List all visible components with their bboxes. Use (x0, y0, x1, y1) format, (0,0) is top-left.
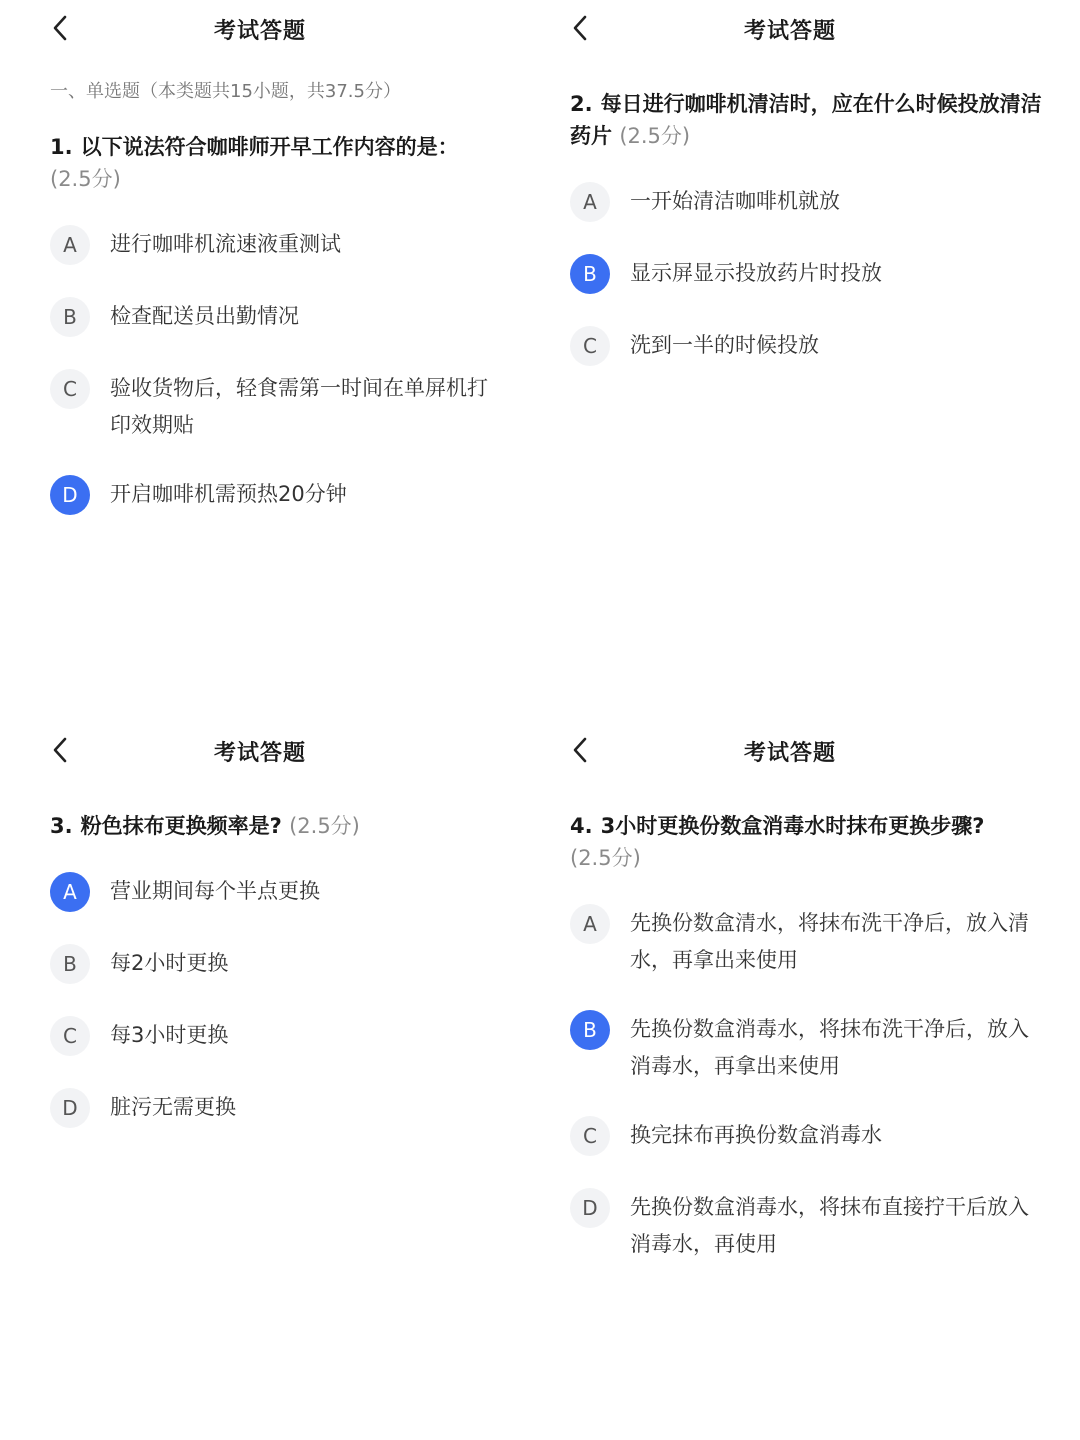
option-a[interactable] (50, 872, 500, 944)
option-b[interactable] (570, 254, 1040, 326)
option-label: 洗到一半的时候投放 (630, 333, 819, 357)
nav-header (0, 722, 520, 782)
nav-header (520, 0, 1060, 60)
option-b[interactable] (50, 297, 500, 369)
option-label: 检查配送员出勤情况 (110, 304, 299, 328)
option-badge-selected: A (50, 872, 90, 912)
option-badge-selected: B (570, 254, 610, 294)
question-text (50, 131, 490, 195)
option-a[interactable] (50, 225, 500, 297)
option-c[interactable] (570, 1116, 1040, 1188)
option-d[interactable] (570, 1188, 1040, 1294)
option-d[interactable] (50, 475, 500, 547)
question-text (50, 810, 490, 842)
section-label: 一、单选题（本类题共15小题，共37.5分） (50, 81, 401, 102)
exam-panel-2 (520, 0, 1060, 358)
option-label: 先换份数盒消毒水，将抹布直接拧干后放入消毒水，再使用 (630, 1195, 1029, 1256)
question-score: (2.5分) (570, 846, 641, 870)
question-score: (2.5分) (289, 814, 360, 838)
exam-panel-1 (0, 0, 520, 507)
option-label: 显示屏显示投放药片时投放 (630, 261, 882, 285)
option-badge: A (570, 904, 610, 944)
page-title: 考试答题 (213, 741, 306, 766)
option-badge: C (570, 1116, 610, 1156)
question-body: 以下说法符合咖啡师开早工作内容的是： (80, 135, 459, 159)
question-number: 2. (570, 92, 593, 116)
option-list (570, 182, 1040, 398)
option-c[interactable] (50, 1016, 500, 1088)
option-label: 开启咖啡机需预热20分钟 (110, 482, 347, 506)
option-d[interactable] (50, 1088, 500, 1160)
option-a[interactable] (570, 182, 1040, 254)
option-label: 每2小时更换 (110, 951, 229, 975)
option-badge: C (50, 1016, 90, 1056)
option-badge: A (570, 182, 610, 222)
option-badge: B (50, 944, 90, 984)
option-list (50, 872, 500, 1160)
option-label: 先换份数盒清水，将抹布洗干净后，放入清水，再拿出来使用 (630, 911, 1029, 972)
option-list (570, 904, 1040, 1294)
nav-header (0, 0, 520, 60)
option-list (50, 225, 500, 547)
question-number: 4. (570, 814, 593, 838)
option-label: 脏污无需更换 (110, 1095, 236, 1119)
option-b[interactable] (570, 1010, 1040, 1116)
question-body: 粉色抹布更换频率是? (80, 814, 282, 838)
option-label: 一开始清洁咖啡机就放 (630, 189, 840, 213)
option-b[interactable] (50, 944, 500, 1016)
question-score: (2.5分) (50, 167, 121, 191)
option-badge: C (570, 326, 610, 366)
question-body: 3小时更换份数盒消毒水时抹布更换步骤? (600, 814, 985, 838)
option-c[interactable] (50, 369, 500, 475)
option-label: 换完抹布再换份数盒消毒水 (630, 1123, 882, 1147)
exam-panel-3 (0, 722, 520, 1120)
option-label: 验收货物后，轻食需第一时间在单屏机打印效期贴 (110, 376, 488, 437)
exam-panel-4 (520, 722, 1060, 1256)
page-title: 考试答题 (743, 19, 836, 44)
question-number: 1. (50, 135, 73, 159)
nav-header (520, 722, 1060, 782)
option-label: 每3小时更换 (110, 1023, 229, 1047)
option-badge-selected: D (50, 475, 90, 515)
option-badge: D (50, 1088, 90, 1128)
question-text (570, 810, 1044, 874)
option-badge: A (50, 225, 90, 265)
option-label: 营业期间每个半点更换 (110, 879, 320, 903)
option-label: 进行咖啡机流速液重测试 (110, 232, 341, 256)
option-a[interactable] (570, 904, 1040, 1010)
question-body: 每日进行咖啡机清洁时，应在什么时候投放清洁药片 (570, 92, 1042, 148)
option-badge-selected: B (570, 1010, 610, 1050)
option-c[interactable] (570, 326, 1040, 398)
option-label: 先换份数盒消毒水，将抹布洗干净后，放入消毒水，再拿出来使用 (630, 1017, 1029, 1078)
question-text (570, 88, 1044, 152)
page-title: 考试答题 (213, 19, 306, 44)
page-title: 考试答题 (743, 741, 836, 766)
option-badge: C (50, 369, 90, 409)
option-badge: B (50, 297, 90, 337)
question-number: 3. (50, 814, 73, 838)
option-badge: D (570, 1188, 610, 1228)
question-score: (2.5分) (619, 124, 691, 148)
